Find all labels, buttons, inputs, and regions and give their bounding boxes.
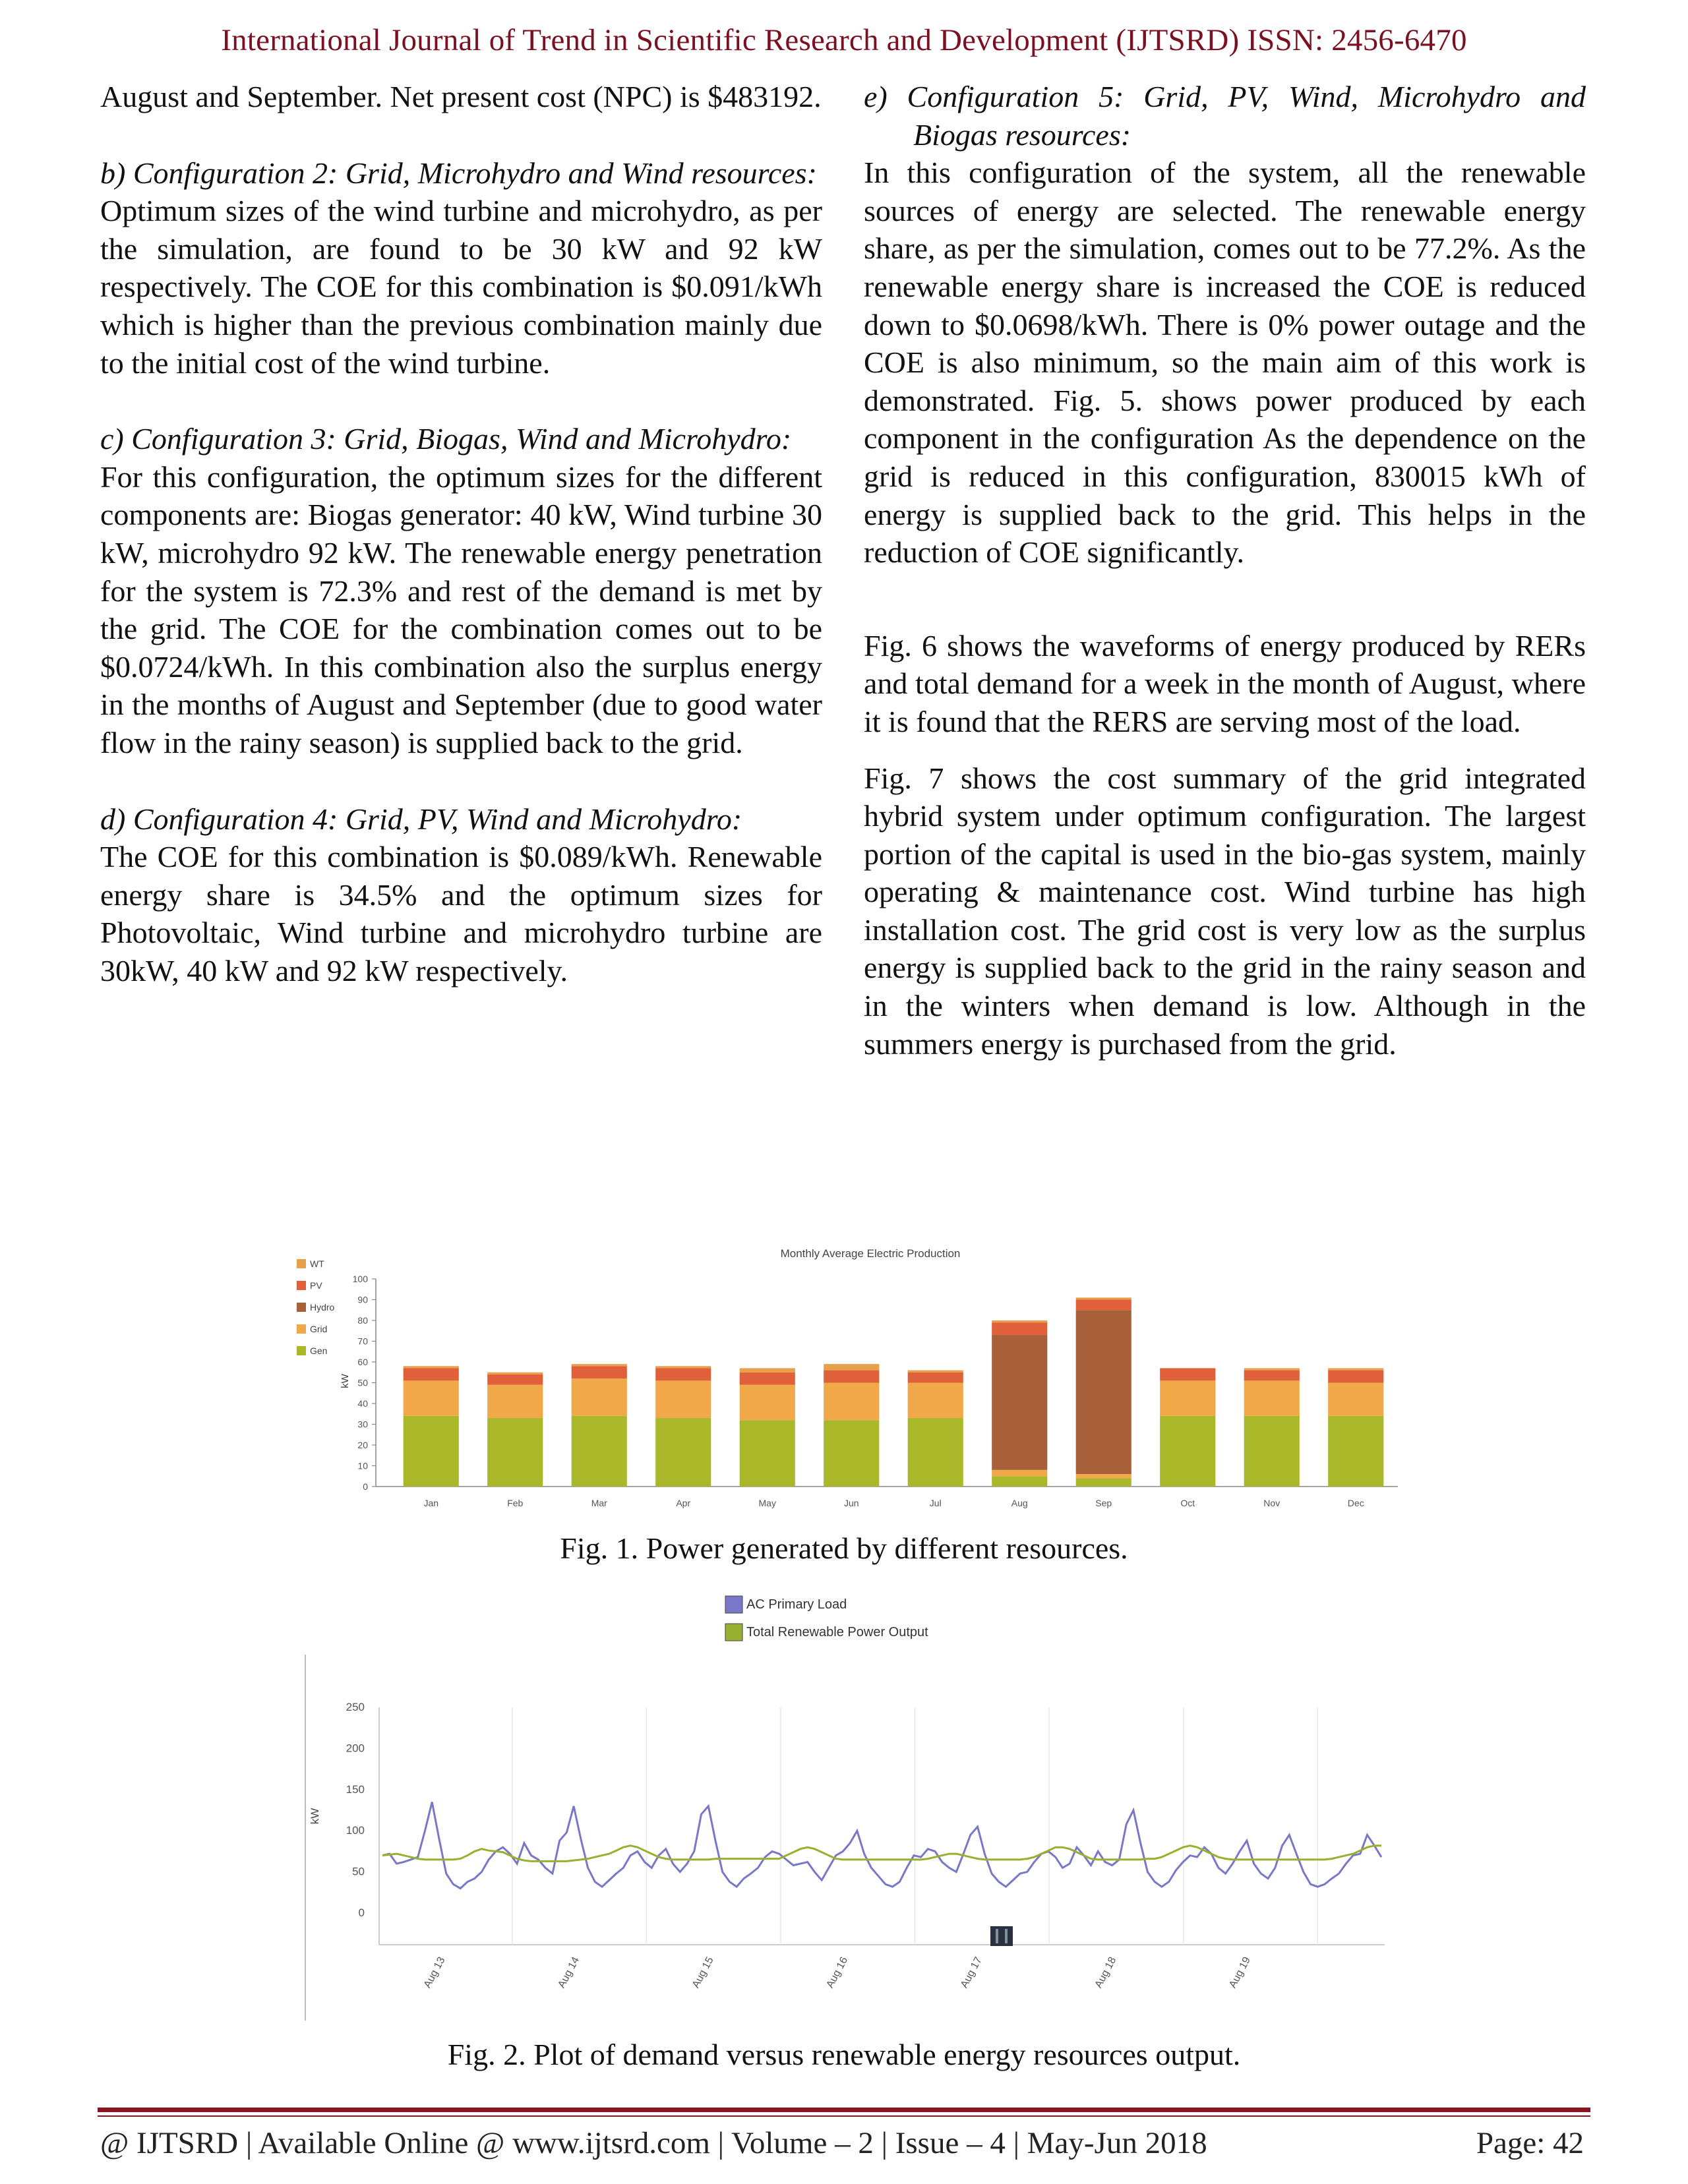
fig1-bar-chart bbox=[284, 1239, 1404, 1516]
fig1-xtick-label: Jan bbox=[423, 1498, 439, 1508]
fig2-ytick-label: 0 bbox=[358, 1906, 365, 1919]
fig1-bar-pv-jun bbox=[824, 1371, 879, 1383]
fig2-ytick-label: 50 bbox=[352, 1865, 365, 1878]
fig2-legend-swatch bbox=[725, 1624, 742, 1641]
fig1-xtick-label: May bbox=[758, 1498, 776, 1508]
fig1-bar-wt-jan bbox=[404, 1366, 459, 1368]
fig1-bar-gen-may bbox=[740, 1420, 795, 1487]
fig1-bar-pv-feb bbox=[487, 1374, 543, 1385]
fig1-bar-grid-jul bbox=[908, 1383, 963, 1419]
fig1-xtick-label: Feb bbox=[507, 1498, 524, 1508]
paragraph-npc: August and September. Net present cost (NPC) is $483192. bbox=[100, 80, 822, 113]
fig1-legend-swatch bbox=[297, 1324, 306, 1334]
fig1-xtick-label: Oct bbox=[1180, 1498, 1195, 1508]
fig1-xtick-label: Mar bbox=[591, 1498, 607, 1508]
paragraph-fig7: Fig. 7 shows the cost summary of the grid integrated hybrid system under optimum configuration. The largest portion of the capital is used in the bio-gas system, mainly operating & maintenance cost. Wind turbine has high installation cost. The grid cost is very low as the surplus energy is supplied back to the grid in the rainy season and in the winters when demand is low. Although in the summers energy is purchased from the grid. bbox=[864, 761, 1586, 1061]
page-footer bbox=[100, 2125, 1584, 2161]
fig1-ytick-label: 50 bbox=[357, 1377, 368, 1388]
fig1-bar-pv-apr bbox=[655, 1368, 711, 1380]
fig1-bar-gen-sep bbox=[1076, 1478, 1131, 1487]
fig1-bar-wt-may bbox=[740, 1368, 795, 1372]
fig1-legend-label: Grid bbox=[310, 1324, 328, 1334]
fig1-bar-gen-dec bbox=[1328, 1416, 1383, 1487]
fig1-bar-pv-may bbox=[740, 1372, 795, 1385]
fig1-bar-grid-dec bbox=[1328, 1383, 1383, 1416]
fig1-bar-grid-oct bbox=[1160, 1380, 1215, 1416]
fig1-legend-swatch bbox=[297, 1303, 306, 1312]
fig1-bar-wt-mar bbox=[572, 1364, 627, 1366]
fig1-legend bbox=[297, 1258, 335, 1356]
fig1-bar-grid-nov bbox=[1244, 1380, 1300, 1416]
journal-header: International Journal of Trend in Scientific Research and Development (IJTSRD) ISSN: 2456-6470 bbox=[221, 23, 1467, 57]
fig2-legend-swatch bbox=[725, 1596, 742, 1613]
fig2-ylabel: kW bbox=[309, 1808, 321, 1825]
fig1-bar-pv-sep bbox=[1076, 1300, 1131, 1311]
fig1-bar-grid-aug bbox=[992, 1470, 1047, 1476]
fig2-legend-label: Total Renewable Power Output bbox=[746, 1625, 928, 1639]
fig1-bar-hydro-sep bbox=[1076, 1310, 1131, 1474]
fig1-bar-grid-mar bbox=[572, 1378, 627, 1416]
fig2-scroll-handle[interactable] bbox=[990, 1926, 1013, 1946]
fig1-xtick-label: Sep bbox=[1095, 1498, 1112, 1508]
fig1-bar-grid-feb bbox=[487, 1385, 543, 1418]
fig1-bar-wt-aug bbox=[992, 1320, 1047, 1322]
fig2-xtick-label: Aug 17 bbox=[958, 1955, 984, 1990]
fig2-xtick-label: Aug 15 bbox=[690, 1955, 716, 1990]
fig1-bar-wt-sep bbox=[1076, 1297, 1131, 1299]
fig2-ytick-label: 150 bbox=[346, 1783, 365, 1796]
section-title-config4: d) Configuration 4: Grid, PV, Wind and Microhydro: bbox=[100, 802, 742, 836]
section-title-config5: e) Configuration 5: Grid, PV, Wind, Microhydro and Biogas resources: bbox=[864, 80, 1586, 152]
paragraph-config5: In this configuration of the system, all the renewable sources of energy are selected. The renewable energy share, as per the simulation, comes out to be 77.2%. As the renewable energy share is increased the COE is reduced down to $0.0698/kWh. There is 0% power outage and the COE is also minimum, so the main aim of this work is demonstrated. Fig. 5. shows power produced by each component in the configuration As the dependence on the grid is reduced in this configuration, 830015 kWh of energy is supplied back to the grid. This helps in the reduction of COE significantly. bbox=[864, 156, 1586, 570]
fig1-xtick-label: Apr bbox=[676, 1498, 691, 1508]
fig1-bar-wt-apr bbox=[655, 1366, 711, 1368]
paragraph-config3: For this configuration, the optimum sizes for the different components are: Biogas generator: 40 kW, Wind turbine 30 kW, microhydro 92 kW. The renewable energy penetration for the system is 72.3% and rest of the demand is met by the grid. The COE for the combination comes out to be $0.0724/kWh. In this combination also the surplus energy in the months of August and September (due to good water flow in the rainy season) is supplied back to the grid. bbox=[100, 459, 822, 759]
fig1-ytick-label: 30 bbox=[357, 1419, 368, 1430]
fig1-xtick-label: Jul bbox=[929, 1498, 942, 1508]
fig1-legend-label: WT bbox=[310, 1258, 324, 1269]
section-title-config3: c) Configuration 3: Grid, Biogas, Wind and Microhydro: bbox=[100, 422, 792, 456]
fig1-bar-grid-jan bbox=[404, 1380, 459, 1416]
fig2-series-total-renewable-output bbox=[382, 1846, 1381, 1862]
fig1-xtick-label: Jun bbox=[843, 1498, 859, 1508]
fig1-bar-wt-jul bbox=[908, 1371, 963, 1372]
fig2-ytick-label: 200 bbox=[346, 1742, 365, 1755]
fig1-bar-gen-aug bbox=[992, 1476, 1047, 1487]
fig1-bar-wt-dec bbox=[1328, 1368, 1383, 1370]
fig1-bar-grid-apr bbox=[655, 1380, 711, 1418]
fig2-legend-label: AC Primary Load bbox=[746, 1597, 847, 1612]
fig1-bar-gen-mar bbox=[572, 1416, 627, 1487]
fig2-series-ac-primary-load bbox=[382, 1802, 1381, 1889]
fig1-ytick-label: 20 bbox=[357, 1440, 368, 1450]
fig1-bar-grid-jun bbox=[824, 1383, 879, 1421]
fig1-title: Monthly Average Electric Production bbox=[780, 1247, 961, 1260]
fig1-ytick-label: 40 bbox=[357, 1398, 368, 1409]
fig1-xtick-label: Dec bbox=[1347, 1498, 1364, 1508]
fig1-ytick-label: 80 bbox=[357, 1315, 368, 1326]
fig2-xtick-label: Aug 14 bbox=[556, 1955, 582, 1990]
fig1-ytick-label: 60 bbox=[357, 1357, 368, 1367]
fig1-xtick-label: Aug bbox=[1011, 1498, 1028, 1508]
fig2-legend bbox=[725, 1596, 928, 1641]
right-column bbox=[864, 78, 1586, 1063]
fig1-bar-wt-feb bbox=[487, 1372, 543, 1374]
fig2-xtick-label: Aug 16 bbox=[824, 1955, 851, 1990]
paragraph-fig6: Fig. 6 shows the waveforms of energy produced by RERs and total demand for a week in the month of August, where it is found that the RERS are serving most of the load. bbox=[864, 628, 1586, 738]
fig1-ytick-label: 10 bbox=[357, 1460, 368, 1471]
fig1-legend-swatch bbox=[297, 1281, 306, 1290]
fig1-bar-hydro-aug bbox=[992, 1335, 1047, 1470]
paragraph-config4: The COE for this combination is $0.089/kWh. Renewable energy share is 34.5% and the optimum sizes for Photovoltaic, Wind turbine and microhydro turbine are 30kW, 40 kW and 92 kW respectively. bbox=[100, 840, 822, 988]
fig1-bar-pv-mar bbox=[572, 1366, 627, 1378]
fig1-xtick-label: Nov bbox=[1263, 1498, 1281, 1508]
fig1-bar-pv-jul bbox=[908, 1372, 963, 1383]
fig1-legend-swatch bbox=[297, 1259, 306, 1268]
fig1-bar-gen-feb bbox=[487, 1418, 543, 1487]
fig1-caption: Fig. 1. Power generated by different resources. bbox=[560, 1531, 1128, 1565]
fig2-ytick-label: 250 bbox=[346, 1701, 365, 1713]
fig2-xtick-label: Aug 13 bbox=[421, 1955, 448, 1990]
fig1-bar-wt-jun bbox=[824, 1364, 879, 1370]
fig1-bar-pv-oct bbox=[1160, 1368, 1215, 1380]
fig1-bar-gen-jan bbox=[404, 1416, 459, 1487]
fig1-bar-pv-jan bbox=[404, 1368, 459, 1380]
fig1-ytick-label: 70 bbox=[357, 1336, 368, 1347]
fig2-legend-svg bbox=[719, 1589, 1022, 1641]
footer-rule bbox=[98, 2108, 1590, 2112]
page-number: Page: 42 bbox=[1476, 2126, 1584, 2160]
section-title-config2: b) Configuration 2: Grid, Microhydro and Wind resources: bbox=[100, 156, 817, 190]
fig2-line-chart bbox=[300, 1655, 1395, 2024]
fig1-ytick-label: 0 bbox=[363, 1481, 368, 1492]
footer-info: @ IJTSRD | Available Online @ www.ijtsrd.com | Volume – 2 | Issue – 4 | May-Jun 2018 bbox=[100, 2126, 1207, 2160]
paragraph-config2: Optimum sizes of the wind turbine and microhydro, as per the simulation, are found to be 30 kW and 92 kW respectively. The COE for this combination is $0.091/kWh which is higher than the previous combination mainly due to the initial cost of the wind turbine. bbox=[100, 194, 822, 380]
fig1-legend-swatch bbox=[297, 1346, 306, 1355]
fig1-bar-gen-apr bbox=[655, 1418, 711, 1487]
fig1-bar-gen-jun bbox=[824, 1420, 879, 1487]
fig1-bar-gen-nov bbox=[1244, 1416, 1300, 1487]
fig1-ytick-label: 90 bbox=[357, 1294, 368, 1305]
fig1-legend-label: PV bbox=[310, 1280, 322, 1291]
fig1-bar-pv-dec bbox=[1328, 1371, 1383, 1383]
fig1-ytick-label: 100 bbox=[352, 1274, 368, 1284]
fig1-ylabel: kW bbox=[340, 1374, 351, 1388]
fig1-bar-grid-may bbox=[740, 1385, 795, 1421]
fig2-xtick-label: Aug 18 bbox=[1093, 1955, 1119, 1990]
fig1-bar-grid-sep bbox=[1076, 1474, 1131, 1478]
footer-rule-thin bbox=[98, 2115, 1590, 2117]
fig1-bar-gen-oct bbox=[1160, 1416, 1215, 1487]
fig2-xtick-label: Aug 19 bbox=[1227, 1955, 1253, 1990]
fig2-ytick-label: 100 bbox=[346, 1824, 365, 1837]
fig2-caption: Fig. 2. Plot of demand versus renewable energy resources output. bbox=[447, 2038, 1241, 2071]
fig1-legend-label: Hydro bbox=[310, 1302, 335, 1313]
fig1-bar-gen-jul bbox=[908, 1418, 963, 1487]
left-column bbox=[100, 78, 822, 989]
fig1-bar-wt-nov bbox=[1244, 1368, 1300, 1370]
fig1-bar-pv-nov bbox=[1244, 1371, 1300, 1381]
fig1-legend-label: Gen bbox=[310, 1345, 328, 1356]
fig1-bar-pv-aug bbox=[992, 1322, 1047, 1335]
